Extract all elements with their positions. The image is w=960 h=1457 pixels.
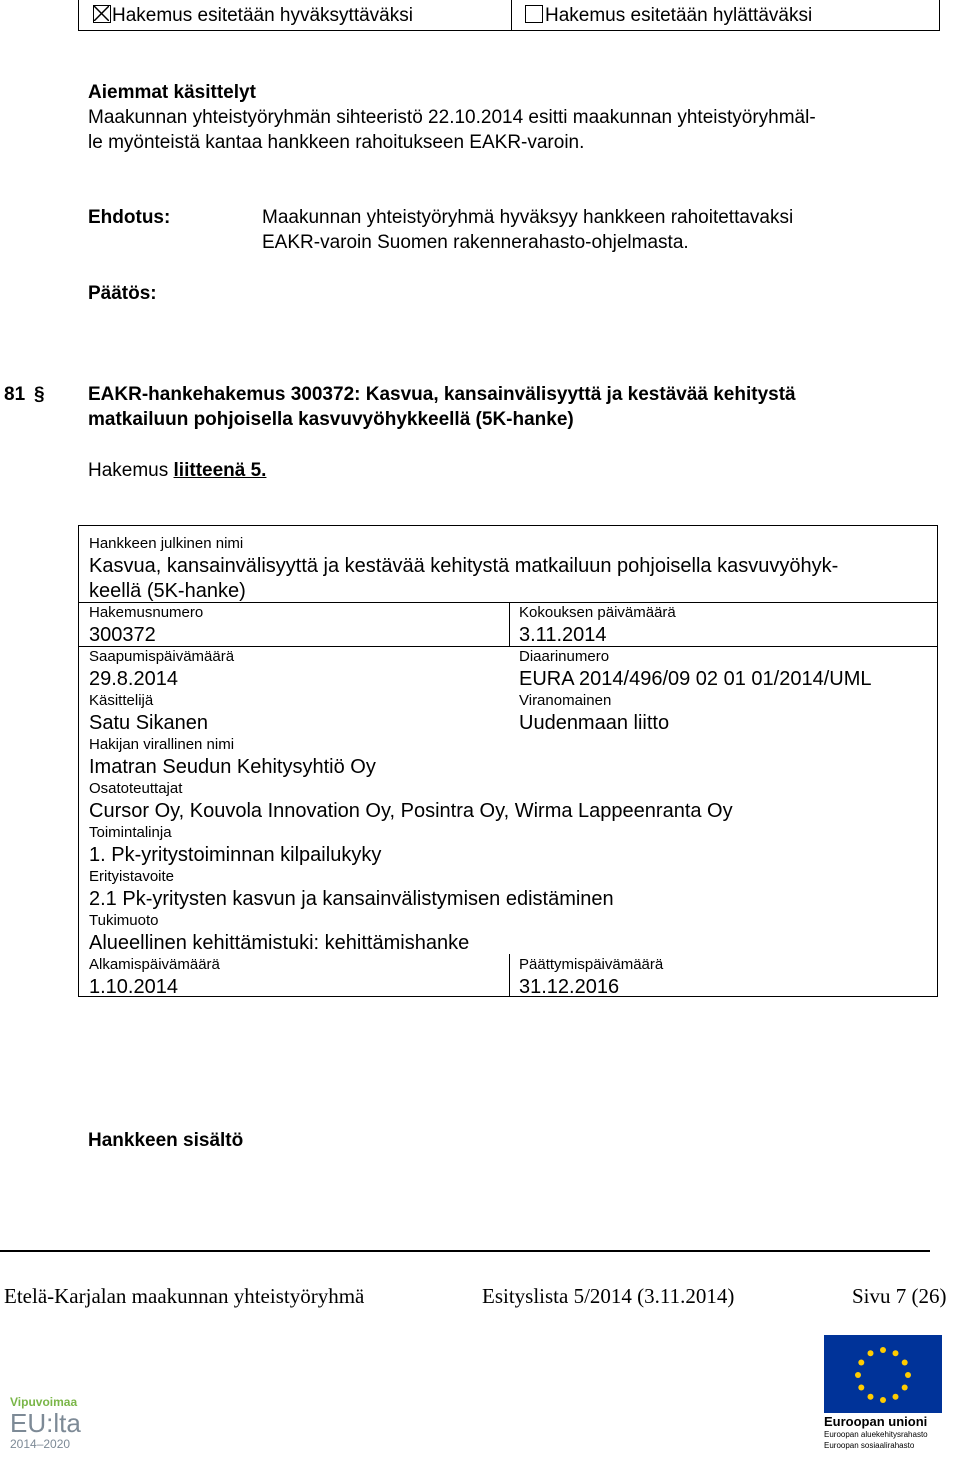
- objective-label: Erityistavoite: [89, 868, 175, 885]
- public-name-line1: Kasvua, kansainvälisyyttä ja kestävää kehitystä matkailuun pohjoisella kasvuvyöhyk-: [89, 555, 839, 577]
- previous-text-line1: Maakunnan yhteistyöryhmän sihteeristö 22.10.2014 esitti maakunnan yhteistyöryhmäl-: [88, 107, 816, 128]
- app-number-label: Hakemusnumero: [89, 604, 204, 621]
- section-sign: §: [34, 384, 45, 405]
- eu-flag-icon: [824, 1335, 942, 1413]
- table-divider: [509, 602, 510, 646]
- logo-text-line3: 2014–2020: [10, 1437, 71, 1451]
- item-number: 81: [4, 384, 26, 405]
- reject-label: Hakemus esitetään hylättäväksi: [545, 5, 813, 26]
- footer-page: Sivu 7 (26): [852, 1284, 947, 1308]
- eu-fund-line2: Euroopan sosiaalirahasto: [824, 1441, 915, 1450]
- public-name-label: Hankkeen julkinen nimi: [89, 535, 244, 552]
- applicant: Imatran Seudun Kehitysyhtiö Oy: [89, 756, 376, 778]
- approve-label: Hakemus esitetään hyväksyttäväksi: [112, 5, 413, 26]
- end-date-label: Päättymispäivämäärä: [519, 956, 664, 973]
- decision-options: [78, 0, 940, 31]
- handler-label: Käsittelijä: [89, 692, 154, 709]
- start-date-label: Alkamispäivämäärä: [89, 956, 220, 973]
- authority: Uudenmaan liitto: [519, 712, 670, 734]
- decision-divider: [511, 0, 512, 30]
- aid-type-label: Tukimuoto: [89, 912, 159, 929]
- proposal-label: Ehdotus:: [88, 207, 171, 228]
- logo-text-line1: Vipuvoimaa: [10, 1395, 78, 1409]
- application-ref: [88, 458, 266, 484]
- authority-label: Viranomainen: [519, 692, 612, 709]
- approve-checkbox[interactable]: [93, 5, 111, 23]
- application-ref-prefix: Hakemus: [88, 460, 169, 481]
- item-title-line1: EAKR-hankehakemus 300372: Kasvua, kansainvälisyyttä ja kestävää kehitystä: [88, 384, 796, 405]
- project-info-table: [78, 525, 938, 997]
- eu-name: Euroopan unioni: [824, 1414, 928, 1429]
- decision-label: Päätös:: [88, 283, 157, 304]
- logo-text-line2: EU:lta: [10, 1408, 81, 1438]
- proposal-line2: EAKR-varoin Suomen rakennerahasto-ohjelmasta.: [262, 232, 689, 253]
- footer-org: Etelä-Karjalan maakunnan yhteistyöryhmä: [4, 1284, 365, 1308]
- received-date: 29.8.2014: [89, 668, 178, 690]
- action-line-label: Toimintalinja: [89, 824, 172, 841]
- eu-fund-line1: Euroopan aluekehitysrahasto: [824, 1430, 928, 1439]
- table-divider: [509, 954, 510, 997]
- record-number: EURA 2014/496/09 02 01 01/2014/UML: [519, 668, 872, 690]
- proposal-line1: Maakunnan yhteistyöryhmä hyväksyy hankkeen rahoitettavaksi: [262, 207, 794, 228]
- partners: Cursor Oy, Kouvola Innovation Oy, Posintra Oy, Wirma Lappeenranta Oy: [89, 800, 733, 822]
- record-number-label: Diaarinumero: [519, 648, 610, 665]
- meeting-date: 3.11.2014: [519, 624, 607, 646]
- end-date: 31.12.2016: [519, 976, 620, 998]
- start-date: 1.10.2014: [89, 976, 178, 998]
- table-rule: [79, 646, 937, 647]
- handler: Satu Sikanen: [89, 712, 208, 734]
- aid-type: Alueellinen kehittämistuki: kehittämishanke: [89, 932, 470, 954]
- action-line: 1. Pk-yritystoiminnan kilpailukyky: [89, 844, 382, 866]
- received-label: Saapumispäivämäärä: [89, 648, 235, 665]
- checked-x-icon: [94, 6, 109, 21]
- public-name-line2: keellä (5K-hanke): [89, 580, 246, 602]
- item-title-line2: matkailuun pohjoisella kasvuvyöhykkeellä (5K-hanke): [88, 409, 574, 430]
- content-heading: Hankkeen sisältö: [88, 1130, 244, 1151]
- previous-text-line2: le myönteistä kantaa hankkeen rahoitukseen EAKR-varoin.: [88, 132, 585, 153]
- meeting-date-label: Kokouksen päivämäärä: [519, 604, 676, 621]
- previous-heading: Aiemmat käsittelyt: [88, 82, 256, 103]
- footer-agenda: Esityslista 5/2014 (3.11.2014): [482, 1284, 735, 1308]
- reject-checkbox[interactable]: [525, 5, 543, 23]
- attachment-link[interactable]: liitteenä 5.: [173, 460, 267, 481]
- objective: 2.1 Pk-yritysten kasvun ja kansainvälistymisen edistäminen: [89, 888, 614, 910]
- app-number: 300372: [89, 624, 156, 646]
- vipuvoimaa-logo: [10, 1395, 120, 1455]
- applicant-label: Hakijan virallinen nimi: [89, 736, 235, 753]
- partners-label: Osatoteuttajat: [89, 780, 183, 797]
- footer-rule: [0, 1250, 930, 1252]
